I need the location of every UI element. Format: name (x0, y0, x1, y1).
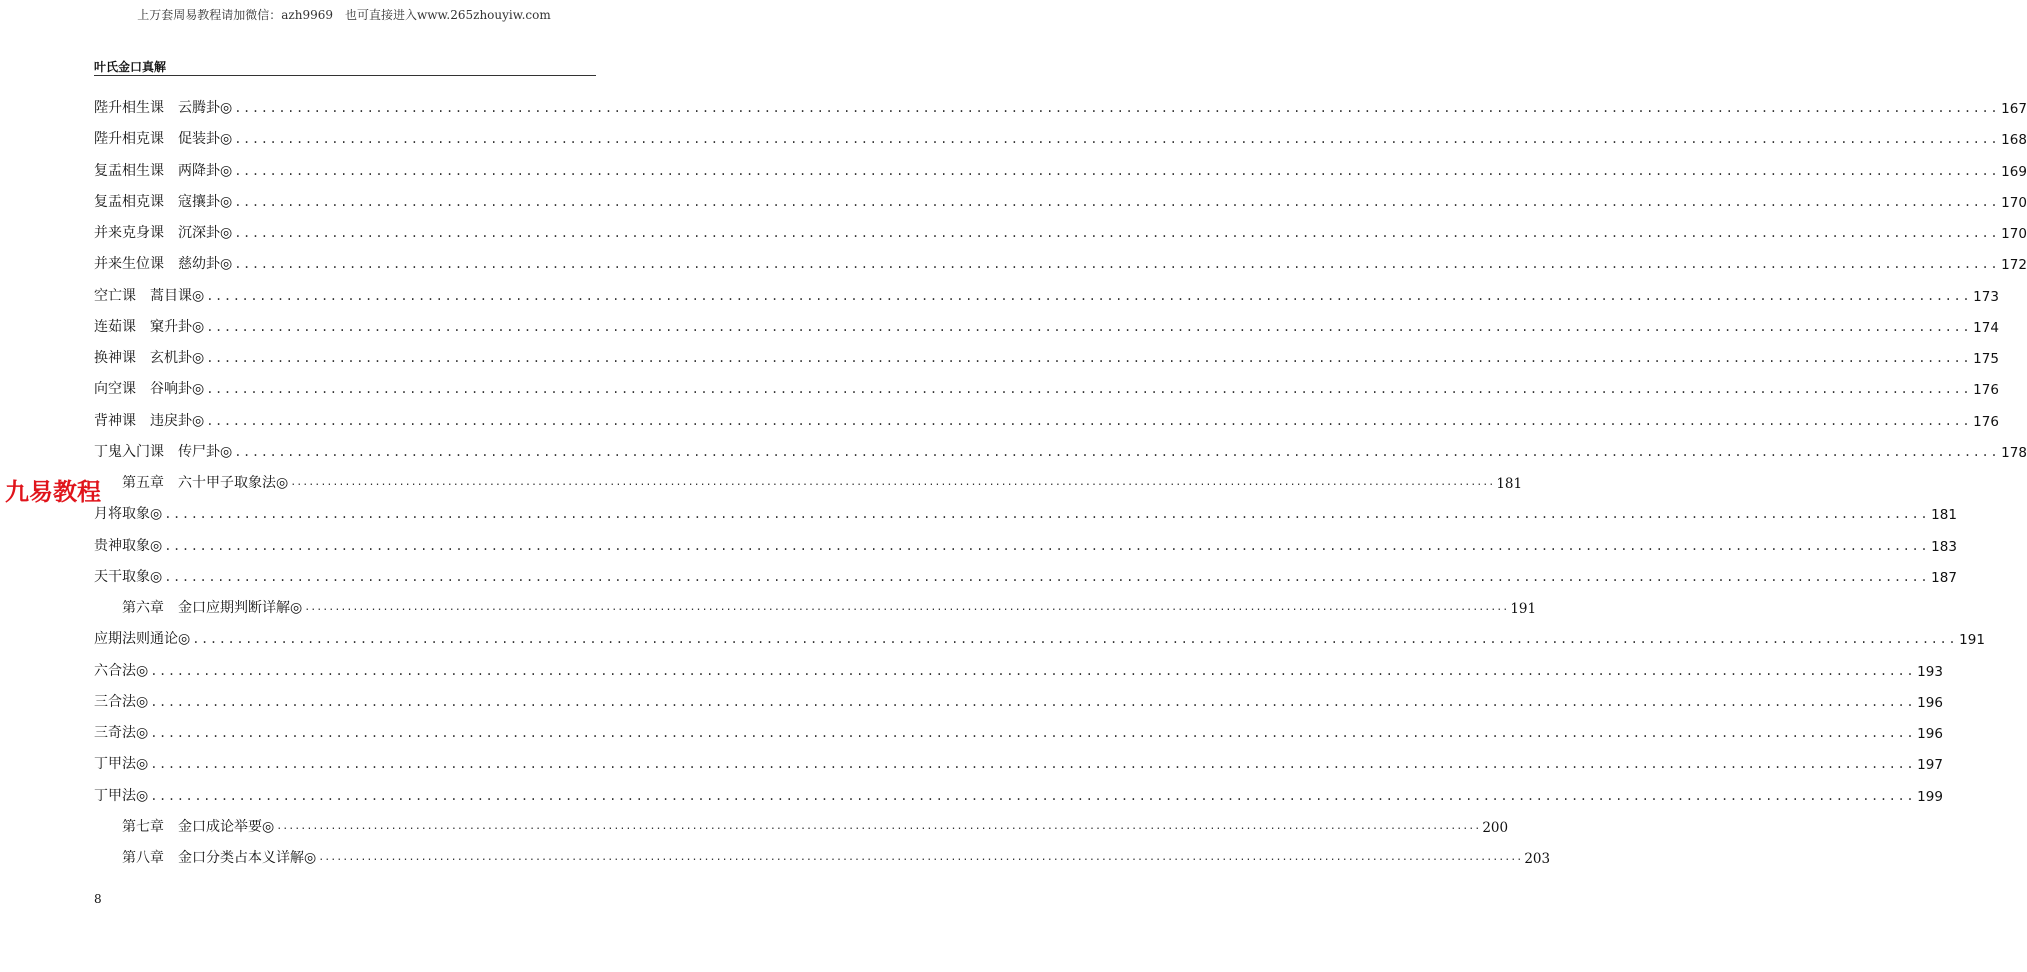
dot-leader: ........................................................................................................................................................................................................ (318, 852, 1523, 863)
toc-entry-title: 天干取象◎ (94, 568, 163, 585)
toc-entry-row[interactable] (94, 345, 1999, 367)
toc-page-number: 191 (1510, 601, 1537, 617)
toc-entry-row[interactable] (94, 533, 1957, 555)
toc-entry-row[interactable] (94, 251, 2027, 274)
dot-leader: ........................................................................................................................................................................................................ (276, 820, 1481, 832)
toc-entry-title: 贵神取象◎ (94, 537, 163, 554)
dot-leader: ........................................................................................................................................................................................................ (150, 694, 1916, 709)
toc-entry-row[interactable] (94, 783, 1943, 805)
toc-entry-title: 第五章 六十甲子取象法◎ (122, 475, 289, 491)
dot-leader: ........................................................................................................................................................................................................ (192, 632, 1958, 647)
toc-entry-title: 六合法◎ (94, 662, 149, 679)
toc-page-number: 200 (1482, 819, 1509, 836)
toc-entry-title: 陛升相生课 云腾卦◎ (94, 100, 233, 116)
dot-leader: ........................................................................................................................................................................................................ (206, 413, 1972, 428)
toc-entry-row[interactable] (94, 439, 2027, 461)
page-number: 8 (94, 892, 102, 906)
toc-entry-title: 第七章 金口成论举要◎ (122, 818, 275, 835)
dot-leader: ........................................................................................................................................................................................................ (164, 569, 1930, 584)
toc-page-number: 197 (1917, 757, 1943, 774)
dot-leader: ........................................................................................................................................................................................................ (234, 444, 2000, 459)
toc-entry-title: 三合法◎ (94, 693, 149, 710)
toc-entry-row[interactable] (94, 564, 1957, 586)
toc-page-number: 203 (1524, 851, 1551, 867)
dot-leader: ........................................................................................................................................................................................................ (234, 163, 2000, 178)
toc-entry-title: 月将取象◎ (94, 506, 163, 523)
dot-leader: ........................................................................................................................................................................................................ (150, 663, 1916, 678)
toc-entry-title: 连茹课 窠升卦◎ (94, 318, 205, 335)
toc-page-number: 183 (1931, 538, 1957, 555)
header-rule (94, 75, 596, 76)
toc-page-number: 187 (1931, 569, 1957, 586)
dot-leader: ........................................................................................................................................................................................................ (206, 319, 1972, 334)
toc-entry-title: 空亡课 蒿目课◎ (94, 287, 205, 304)
toc-page-number: 199 (1917, 788, 1943, 805)
dot-leader: ........................................................................................................................................................................................................ (206, 382, 1972, 397)
toc-entry-row[interactable] (94, 376, 1999, 399)
toc-entry-title: 陛升相克课 促装卦◎ (94, 131, 233, 148)
toc-page-number: 172 (2001, 257, 2027, 274)
toc-entry-title: 丁甲法◎ (94, 756, 149, 773)
toc-entry-title: 丁鬼入门课 传尸卦◎ (94, 443, 233, 460)
toc-entry-row[interactable] (94, 658, 1943, 680)
toc-entry-title: 复盂相克课 寇攘卦◎ (94, 193, 233, 210)
toc-entry-title: 背神课 违戾卦◎ (94, 412, 205, 429)
toc-entry-row[interactable] (94, 189, 2027, 211)
toc-entry-title: 换神课 玄机卦◎ (94, 350, 205, 366)
dot-leader: ........................................................................................................................................................................................................ (150, 788, 1916, 803)
toc-entry-row[interactable] (94, 220, 2027, 242)
toc-entry-title: 并来克身课 沉深卦◎ (94, 225, 233, 241)
toc-page-number: 176 (1973, 382, 1999, 399)
toc-page-number: 196 (1917, 726, 1943, 742)
toc-entry-row[interactable] (94, 689, 1943, 711)
toc-entry-row[interactable] (94, 751, 1943, 774)
dot-leader: ........................................................................................................................................................................................................ (164, 538, 1930, 553)
toc-entry-row[interactable] (94, 501, 1957, 524)
toc-chapter-row[interactable] (122, 845, 1551, 867)
toc-page-number: 191 (1959, 632, 1985, 649)
toc-page-number: 175 (1973, 351, 1999, 367)
toc-page-number: 193 (1917, 663, 1943, 680)
toc-page-number: 170 (2001, 226, 2027, 242)
toc-entry-title: 向空课 谷响卦◎ (94, 381, 205, 398)
toc-entry-title: 应期法则通论◎ (94, 631, 191, 648)
toc-chapter-row[interactable] (122, 595, 1537, 617)
toc-entry-row[interactable] (94, 626, 1985, 649)
toc-page-number: 176 (1973, 413, 1999, 430)
toc-page-number: 169 (2001, 163, 2027, 180)
toc-entry-title: 并来生位课 慈幼卦◎ (94, 256, 233, 273)
toc-entry-row[interactable] (94, 158, 2027, 180)
toc-page-number: 167 (2001, 101, 2027, 117)
dot-leader: ........................................................................................................................................................................................................ (206, 288, 1972, 303)
dot-leader: ........................................................................................................................................................................................................ (234, 132, 2000, 147)
toc-entry-row[interactable] (94, 408, 1999, 430)
toc-page-number: 196 (1917, 694, 1943, 711)
toc-entry-row[interactable] (94, 283, 1999, 305)
wechat-notice: 上万套周易教程请加微信：azh9969 也可直接进入www.265zhouyiw.com (137, 8, 551, 22)
toc-page-number: 174 (1973, 319, 1999, 336)
toc-entry-row[interactable] (94, 720, 1943, 742)
toc-entry-row[interactable] (94, 314, 1999, 336)
toc-chapter-row[interactable] (122, 814, 1509, 836)
toc-page-number: 170 (2001, 194, 2027, 211)
toc-page-number: 173 (1973, 288, 1999, 305)
toc-entry-title: 第六章 金口应期判断详解◎ (122, 600, 303, 616)
dot-leader: ........................................................................................................................................................................................................ (234, 226, 2000, 240)
toc-entry-title: 复盂相生课 两降卦◎ (94, 162, 233, 179)
toc-chapter-row[interactable] (122, 470, 1523, 492)
toc-entry-row[interactable] (94, 95, 2027, 117)
toc-entry-title: 第八章 金口分类占本义详解◎ (122, 850, 317, 866)
toc-entry-row[interactable] (94, 126, 2027, 149)
toc-entry-title: 三奇法◎ (94, 725, 149, 741)
toc-entry-title: 丁甲法◎ (94, 787, 149, 804)
toc-page-number: 178 (2001, 444, 2027, 461)
dot-leader: ........................................................................................................................................................................................................ (150, 726, 1916, 740)
book-title: 叶氏金口真解 (94, 60, 167, 74)
toc-page-number: 181 (1931, 507, 1957, 524)
dot-leader: ........................................................................................................................................................................................................ (290, 477, 1495, 488)
dot-leader: ........................................................................................................................................................................................................ (164, 507, 1930, 522)
dot-leader: ........................................................................................................................................................................................................ (206, 351, 1972, 365)
dot-leader: ........................................................................................................................................................................................................ (304, 602, 1509, 613)
dot-leader: ........................................................................................................................................................................................................ (150, 757, 1916, 772)
dot-leader: ........................................................................................................................................................................................................ (234, 101, 2000, 115)
toc-page-number: 168 (2001, 132, 2027, 149)
watermark-logo: 九易教程 (5, 478, 101, 506)
dot-leader: ........................................................................................................................................................................................................ (234, 257, 2000, 272)
toc-page-number: 181 (1496, 476, 1523, 492)
dot-leader: ........................................................................................................................................................................................................ (234, 194, 2000, 209)
